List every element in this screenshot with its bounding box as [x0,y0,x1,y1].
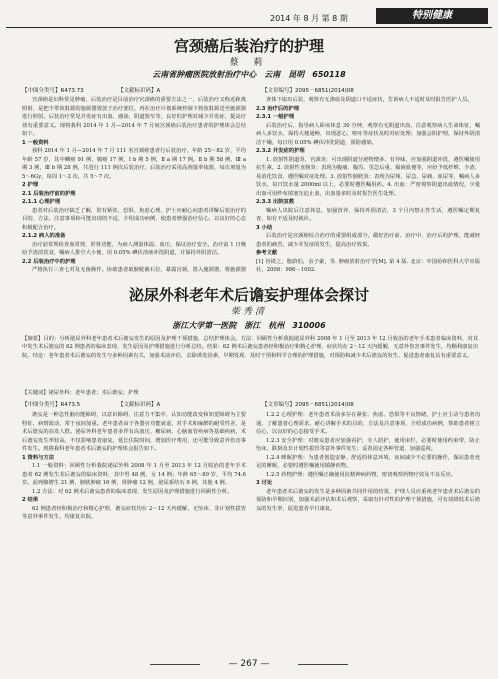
section-heading: 2.1 后装治疗前的护理 [22,190,76,197]
paragraph: 嘱病人出院后注意休息，加强营养，保持外阴清洁，3 个月内禁止性生活，遵医嘱定期复查，如有不适及时就诊。 [256,207,480,222]
paragraph: 宫颈癌是妇科常见肿瘤，后装治疗是目前治疗宫颈癌的重要方法之一，后装治疗又称近距离照射，是把不带放射源的施源器置放于治疗部位，再在治疗计划系统控制下将放射源送至施源器进行照射。后装治疗常见并发症有出血、感染、阴道狭窄等，良好的护理对减少并发症、提高疗效有重要意义。现将我科 2014 年 1 月—2014 年 7 月间宫颈癌后装治疗患者的护理体会总结如下。 [22,97,246,137]
section-heading: 1 一般资料 [22,139,49,146]
paragraph: 后装治疗后，指导病人卧床休息 30 分钟，观察有无阴道出血，注意观察病人生命体征，嘱病人多饮水，保持大便通畅，出现恶心、呕吐等症状及时对症处理；加强会阴护理，保持外阴清洁干燥，每日用 0.05% 碘伏冲洗阴道，预防感染。 [256,122,480,146]
footer-rule [298,664,348,665]
article2-keywords: 【关键词】泌尿外科；老年患者；术后谵妄；护理 [22,390,139,396]
section-heading: 2.1.2 病人的准备 [22,233,66,239]
footer-rule [150,664,200,665]
paragraph: 1.2.2 心理护理：老年患者术前多存在紧张、焦虑、恐惧等不良情绪，护士应主动与患者沟通，了解患者心理需求，耐心讲解手术的目的、方法及注意事项，介绍成功病例，帮助患者树立信心，以良好的心态接受手术。 [256,412,480,435]
article2-doc-code: 【文献标识码】A [118,402,161,408]
reference-item: [1] 谷铣之，殷蔚伯，余子豪，等. 肿瘤放射治疗学[M]. 第 4 版. 北京：中国协和医科大学出版社，2008：986－1002. [256,258,480,272]
section-heading: 2 护理 [22,182,39,188]
journal-logo: 特别健康 [376,8,488,24]
article1-author: 蔡 莉 [229,58,269,68]
article1-left-column [22,96,246,272]
page-footer [0,659,498,673]
section-heading: 2.1.1 心理护理 [22,199,61,205]
article2-title: 泌尿外科老年术后谵妄护理体会探讨 [128,286,369,304]
paragraph: 严格执行三查七对及无菌操作。协助患者取膀胱截石位，暴露宫颈，置入施源器，将施源器 [32,267,246,272]
section-heading: 2.3 治疗后的护理 [256,105,300,112]
paragraph: 谵妄是一种急性脑功能障碍，以意识障碍、注意力不集中、认知功能改变和知觉障碍为主要特征，病情波动，常于夜间加重。老年患者由于各器官功能衰退，对手术和麻醉的耐受性差，是术后谵妄的高发人群。泌尿外科老年患者多伴有高血压、糖尿病、心脑血管疾病等基础疾病，术后谵妄发生率较高，不仅影响患者康复，延长住院时间，增加医疗费用，还可能导致意外伤害事件发生。现将我科老年患者术后谵妄的护理体会报告如下。 [22,412,246,452]
paragraph: 后装治疗是宫颈癌综合治疗的重要组成部分，做好治疗前、治疗中、治疗后的护理，能减轻患者的痛苦，减少并发症的发生，提高治疗效果。 [256,233,480,248]
article1-doc-code: 【文献标识码】A [118,88,161,94]
paragraph: 患者对后装治疗缺乏了解，常有紧张、恐惧、焦虑心理，护士应耐心向患者讲解后装治疗的目的、方法、注意事项和可能出现的不适，介绍成功病例，使患者增强治疗信心，以良好的心态积极配合治疗。 [22,207,246,231]
paragraph: 1. 放射性阴道炎、宫颈炎：可出现阴道分泌物增多、有异味，应加强阴道冲洗，遵医嘱使用抗生素。2. 放射性直肠炎：表现为腹痛、腹泻、里急后重、黏液血便等，应给予低纤维、少渣、易消化饮食，遵医嘱对症处理。3. 放射性膀胱炎：表现为尿频、尿急、尿痛、血尿等，嘱病人多饮水，每日饮水量 2000ml 以上，必要时遵医嘱用药。4. 出血：严密观察阴道出血情况，少量出血可用纱布填塞压迫止血，出血量多时及时报告医生处理。 [256,156,480,197]
references-heading: 参考文献 [256,250,278,256]
article2-abstract: 【摘要】目的：分析泌尿外科老年患者术后谵妄发生的原因及护理干预措施，总结护理体会。方法：回顾性分析我院泌尿外科 2008 年 1 月至 2013 年 12 月收治的老年手术患者临床资料，对其中发生术后谵妄的 62 例患者的临床表现、发生原因及护理措施进行分析总结。结果：62 例术后谵妄患者经积极治疗和精心护理，症状均在 2～12 天内缓解，无意外伤害事件发生，均顺利康复出院。结论：老年患者术后谵妄的发生与多种因素有关，加强术前评估，去除诱发因素，早期发现、及时干预和科学合理的护理措施，对预防和减少术后谵妄的发生、促进患者康复具有重要意义。 [22,336,478,359]
article2-clc: 【中图分类号】R473.5 [22,402,81,408]
paragraph: 1.2.4 睡眠护理：为患者创造安静、舒适的休息环境，夜间减少不必要的操作，保证患者充足的睡眠，必要时遵医嘱使用镇静药物。 [256,454,480,469]
section-heading: 2.3.2 并发症的护理 [256,148,305,154]
article2-affiliation: 浙江大学第一医院 浙江 杭州 310006 [172,321,326,330]
paragraph: 1.2 方法：对 62 例术后谵妄患者的临床表现、发生原因及护理措施进行回顾性分析。 [32,488,233,495]
issue-date: 2014 年 8 月 第 8 期 [270,14,348,23]
paragraph: 我科 2014 年 1 月—2014 年 7 月 111 名宫颈癌患者行后装治疗，年龄 25～82 岁，平均年龄 57 岁，其中鳞癌 91 例，腺癌 17 例，Ⅰ b 期 5 例，Ⅱ a 期 17 例，Ⅱ b 期 58 例，Ⅲ a 期 3 例，Ⅲ b 期 28 例，共进行 111 例次后装治疗，后装治疗采用高剂量率铱源，每次剂量为 5～6Gy，每周 1～2 次，共 5～7 次。 [22,148,246,180]
paragraph: 查体下取出后装，观察有无渗血及阴道口不适症状，告诉病人不适时及时报告医护人员。 [266,97,473,103]
paragraph: 老年患者术后谵妄的发生是多种因素共同作用的结果，护理人员应重视老年患者术后谵妄的预防和早期识别，加强术前评估和术后观察，采取有针对性的护理干预措施，可有效降低术后谵妄的发生率，促进患者早日康复。 [256,488,480,512]
paragraph: 62 例患者经积极治疗和精心护理，谵妄症状均在 2～12 天内缓解，无坠床、非计划性拔管等意外事件发生，均康复出院。 [22,505,246,520]
article1-clc: 【中图分类号】R473.73 [22,88,84,94]
section-heading: 2 结果 [22,497,39,503]
article2-article-no: 【文章编号】2095－6851(2014)08 [262,402,354,408]
paragraph: 1.1 一般资料：回顾性分析我院泌尿外科 2008 年 1 月至 2013 年 12 月收治的老年手术患者 62 例发生术后谵妄的临床资料，其中男 48 例，女 14 例；年龄 65～89 岁，平均 74.6 岁。前列腺增生 21 例，膀胱肿瘤 16 例，肾肿瘤 12 例，泌尿系结石 9 例，其他 4 例。 [22,463,246,486]
section-heading: 1 资料与方法 [22,454,55,461]
article1-title: 宫颈癌后装治疗的护理 [173,37,324,55]
paragraph: 1.2.5 药物护理：遵医嘱正确使用抗精神病药物，密切观察药物疗效及不良反应。 [266,471,456,478]
paragraph: 1.2.3 安全护理：对谵妄患者应加强看护，专人陪护，使用床栏，必要时使用约束带，防止坠床、跌倒及非计划性拔管等意外事件发生；妥善固定各种管道，加强巡视。 [256,437,480,452]
article1-right-column [256,96,480,272]
section-heading: 3 讨论 [256,480,273,486]
paragraph: 治疗前常规检查血常规、肝肾功能，为病人测量体温、血压，保证治疗安全。治疗前 1 日晚给予清淡饮食，嘱病人排空大小便，用 0.05% 碘伏溶液冲洗阴道，并保持外阴清洁。 [22,241,246,256]
page-number: — 267 — [228,659,270,669]
article1-article-no: 【文章编号】2095－6851(2014)08 [262,88,354,94]
section-heading: 2.3.1 一般护理 [256,114,295,120]
section-heading: 2.2 后装治疗中的护理 [22,258,76,265]
article2-author: 柴秀清 [230,307,267,317]
section-heading: 2.3.3 出院宣教 [256,199,295,205]
article2-left-column [22,411,246,651]
article2-right-column [256,411,480,651]
running-header [0,0,498,27]
section-heading: 3 小结 [256,224,273,231]
header-rule [6,27,492,28]
article1-affiliation: 云南省肿瘤医院放射治疗中心 云南 昆明 650118 [152,70,346,79]
